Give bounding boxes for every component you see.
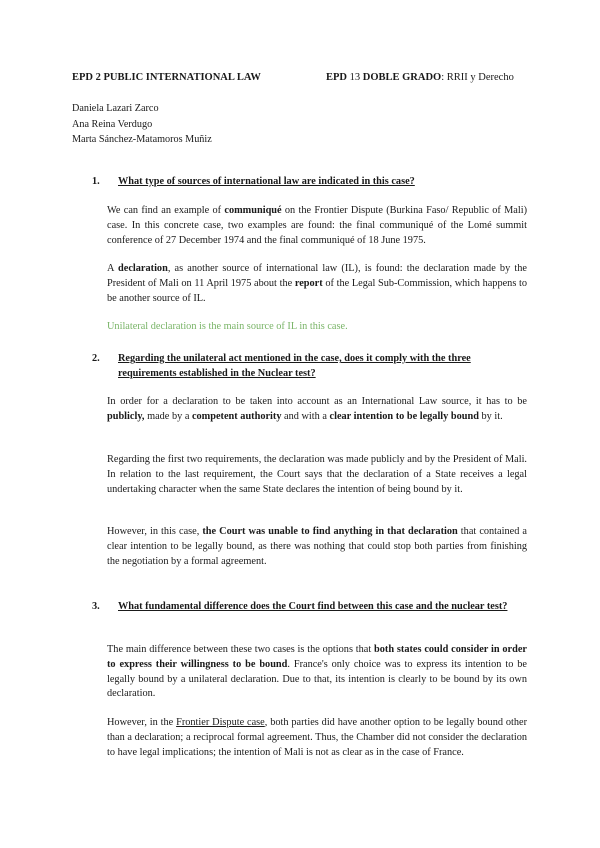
bold-text: the Court was unable to find anything in that declaration — [202, 526, 458, 537]
question-1-heading — [92, 175, 528, 190]
underlined-text: Frontier Dispute case — [176, 717, 265, 728]
text-run: . France's only choice was to express its intention to be legally bound by a unilateral declaration. Due to that, its intention is clearly to be bound by its own declaration. — [107, 658, 527, 700]
text-run: on the Frontier Dispute (Burkina Faso/ Republic of Mali) case. In this concrete case, two examples are found: the final communiqué of the Lomé summit conference of 27 December 1974 and the final communiqué of 18 June 1975. — [107, 205, 527, 246]
text-run: The main difference between these two cases is the options that — [107, 644, 375, 655]
paragraph — [107, 262, 527, 306]
bold-text: competent authority — [191, 410, 282, 422]
question-3-heading — [92, 600, 528, 615]
paragraph — [107, 643, 527, 702]
paragraph — [107, 395, 527, 425]
degree-label: DOBLE GRADO — [362, 72, 442, 83]
text-run: , both parties did have another option to be legally bound other than a declaration; a reciprocal formal agreement. Thus, the Chamber did not consider the declaration to have legal implications; the intention of Mali is not as clear as in the case of France. — [107, 717, 528, 758]
course-title: EPD 2 PUBLIC INTERNATIONAL LAW — [72, 72, 261, 83]
author-name: Ana Reina Verdugo — [72, 118, 153, 130]
text-run: In order for a declaration to be taken into account as an International Law source, it has to be — [107, 396, 527, 407]
author-name: Daniela Lazari Zarco — [72, 103, 159, 114]
text-run: by it. — [478, 410, 503, 422]
question-title: Regarding the unilateral act mentioned in the case, does it comply with the three requirements established in the Nuclear test? — [118, 353, 471, 379]
author-list — [72, 101, 212, 148]
paragraph: Regarding the first two requirements, the declaration was made publicly and by the President of Mali. In relation to the last requirement, the Court says that the declaration of a State receives a legal undertaking character when the same State declares the intention of being bound by it. — [107, 454, 527, 495]
degree-detail: : RRII y Derecho — [441, 72, 514, 83]
question-number: 2. — [92, 353, 100, 364]
text-run: However, in this case, — [107, 526, 203, 537]
author-name: Marta Sánchez-Matamoros Muñiz — [72, 134, 212, 145]
bold-text: both states could consider in order to express their willingness to be bound — [107, 644, 527, 670]
paragraph — [107, 204, 527, 248]
text-run: made by a — [144, 410, 192, 422]
text-run: , as another source of international law (IL), is found: the declaration made by the President of Mali on 11 April 1975 about the — [107, 263, 527, 289]
bold-text: declaration — [118, 263, 168, 274]
group-title — [326, 72, 514, 83]
bold-text: communiqué — [224, 205, 282, 216]
text-run: and with a — [281, 410, 330, 422]
text-run: However, in the — [107, 717, 177, 728]
text-run: that contained a clear intention to be legally bound, as there was nothing that could stop both parties from finishing the negotiation by a formal agreement. — [107, 526, 527, 567]
text-run: We can find an example of — [107, 205, 225, 216]
question-title: What fundamental difference does the Court find between this case and the nuclear test? — [118, 601, 508, 612]
text-run: A — [107, 263, 119, 274]
epd-label: EPD — [326, 72, 347, 83]
bold-text: report — [294, 277, 323, 289]
bold-text: publicly, — [107, 410, 145, 422]
question-title: What type of sources of international law are indicated in this case? — [118, 176, 415, 187]
epd-number: 13 — [347, 72, 363, 83]
paragraph — [107, 716, 527, 760]
paragraph — [107, 525, 527, 569]
question-number: 3. — [92, 601, 100, 612]
highlighted-note: Unilateral declaration is the main source of IL in this case. — [107, 321, 348, 332]
question-number: 1. — [92, 176, 100, 187]
bold-text: clear intention to be legally bound — [329, 410, 479, 422]
text-run: of the Legal Sub-Commission, which happens to be another source of IL. — [107, 277, 528, 304]
question-2-heading — [92, 352, 528, 381]
